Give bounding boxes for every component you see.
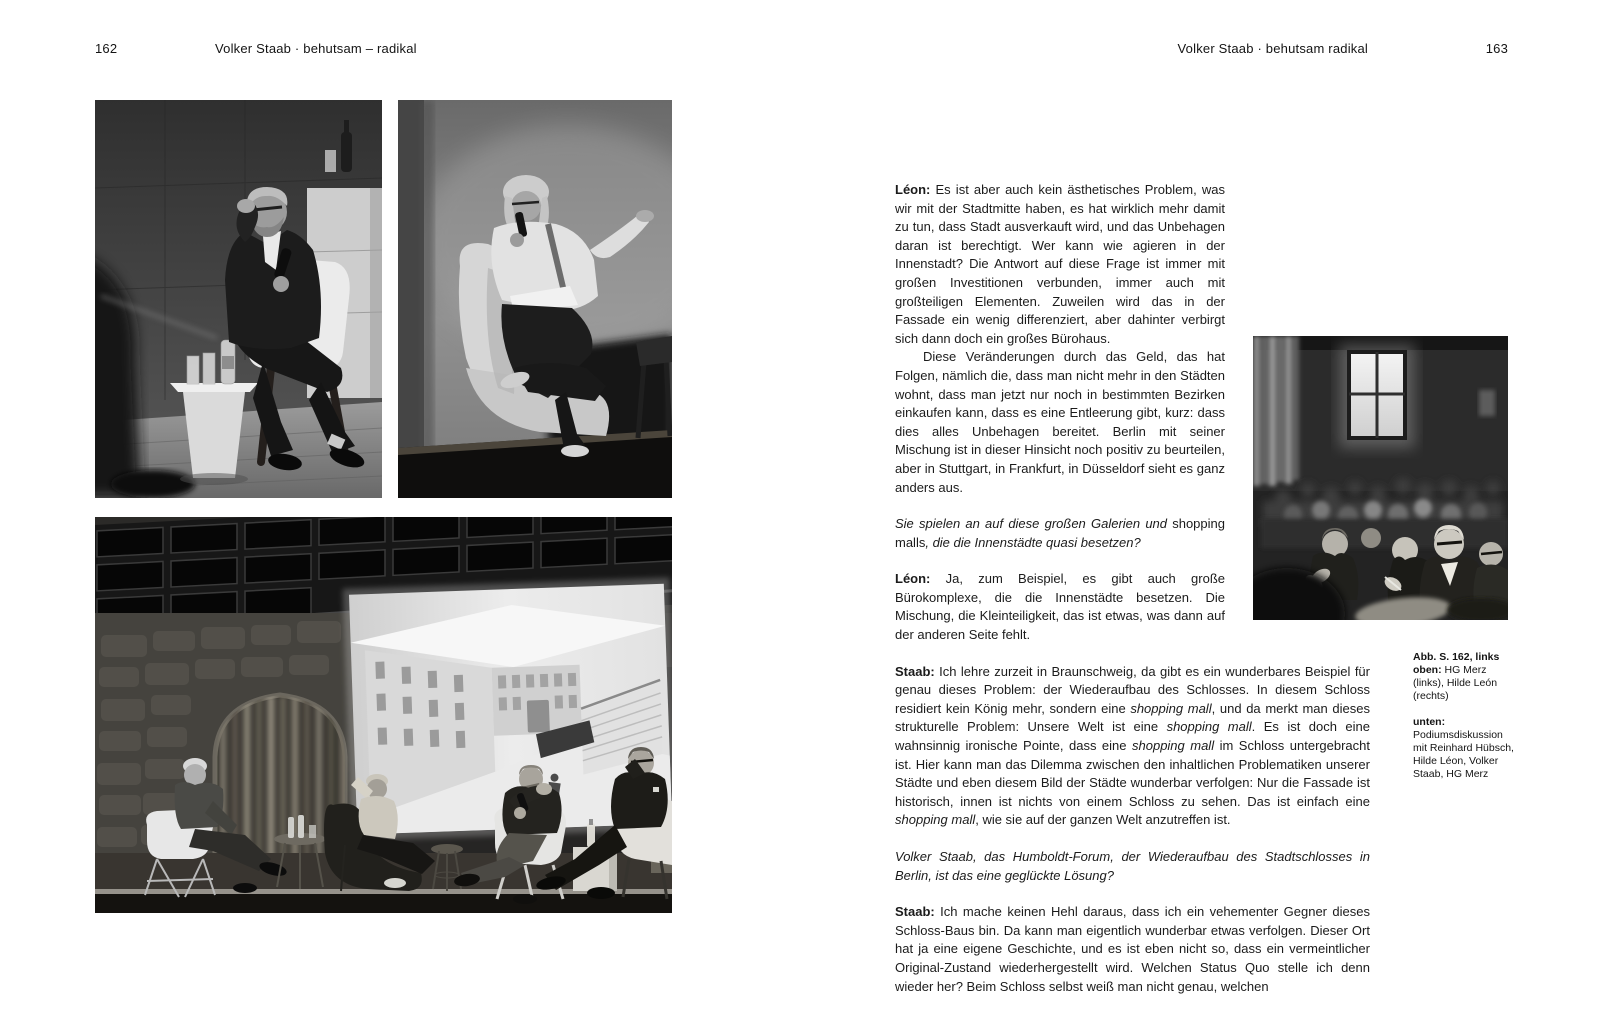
photo-podium-image (95, 517, 672, 913)
text-run: unten: (1413, 716, 1446, 728)
text-run: shopping malls (895, 516, 1225, 550)
right-running-head: Volker Staab · behutsam radikal (1177, 41, 1368, 56)
text-run: shopping mall (1166, 719, 1252, 735)
photo-hg-merz-image (95, 100, 382, 498)
text-run: im Schloss untergebracht ist. Hier kann man das Dilemma zwischen den inhaltlichen Problematiken unserer Städte und eben diesem Bild der Städte wunderbar verfolgen: Nur die Fassade ist historisch, innen ist nichts von einem Schloss zu sehen. Das ist einfach eine (895, 738, 1371, 809)
text-run: Abb. S. 162, links oben: (1413, 651, 1500, 676)
right-page-number: 163 (1485, 41, 1508, 56)
paragraph (895, 181, 1370, 348)
photo-caption (1413, 651, 1514, 794)
text-run: Ich lehre zurzeit in Braunschweig, da gibt es ein wunderbares Beispiel für genau dieses Problem: der Wiederaufbau des Schlosses. In diesem Schloss residiert kein König mehr, sondern eine (895, 663, 1370, 716)
text-run: Staab: (895, 663, 935, 679)
text-run: shopping mall (1130, 700, 1212, 716)
text-run: shopping mall (1132, 738, 1215, 754)
paragraph (1413, 716, 1514, 781)
paragraph (895, 903, 1370, 996)
paragraph (1413, 651, 1514, 703)
text-wrap-spacer (1225, 330, 1370, 650)
photo-hg-merz (95, 100, 382, 498)
photo-hilde-leon-image (398, 100, 672, 498)
left-page-number: 162 (95, 41, 118, 56)
text-run: Staab: (895, 904, 935, 920)
left-running-head: Volker Staab · behutsam – radikal (215, 41, 417, 56)
text-run: Volker Staab, das Humboldt-Forum, der Wiederaufbau des Stadtschlosses in Berlin, ist das eine geglückte Lösung? (895, 849, 1370, 883)
paragraph (895, 848, 1370, 885)
text-run: Ja, zum Beispiel, es gibt auch große Bürokomplexe, die die Innenstädte besetzen. Die Mischung, die Kleinteiligkeit, das ist etwas, was dann auf der anderen Seite fehlt. (895, 571, 1225, 643)
text-run: Sie spielen an auf diese großen Galerien und (895, 516, 1173, 532)
text-run: Podiumsdiskussion mit Reinhard Hübsch, Hilde Léon, Volker Staab, HG Merz (1413, 729, 1514, 780)
photo-hilde-leon (398, 100, 672, 498)
paragraph (895, 663, 1370, 830)
text-run: Diese Veränderungen durch das Geld, das hat Folgen, nämlich die, dass man nicht mehr in den Städten wohnt, dass man jetzt nur noch in bestimmten Bezirken einkaufen kann, dass es eine Entleerung gibt, kurz: dass dies alles Unbehagen bereitet. Berlin mit seiner Mischung ist in dieser Hinsicht noch positiv zu beurteilen, aber in Stuttgart, in Frankfurt, in Düsseldorf sieht es ganz anders aus. (895, 349, 1225, 495)
text-run: Es ist aber auch kein ästhetisches Problem, was wir mit der Stadtmitte haben, es hat wirklich mehr damit zu tun, dass Stadt ausverkauft wird, und das Unbehagen daran ist berechtigt. Wer kann wie agieren in der Innenstadt? Die Antwort auf diese Frage ist immer mit großen Investitionen verbunden, immer auch mit großteiligen Elementen. Zuweilen wird das in der Fassade ein wenig differenziert, aber dahinter verbirgt sich dann doch ein großes Bürohaus. (895, 182, 1225, 346)
interview-text-column (895, 181, 1370, 996)
text-run: , die die Innenstädte quasi besetzen? (925, 534, 1141, 550)
text-run: Léon: (895, 182, 931, 197)
text-run: . Es ist doch eine wahnsinnig ironische Pointe, dass eine (895, 719, 1371, 754)
text-run: HG Merz (links), Hilde León (rechts) (1413, 664, 1498, 702)
text-run: Léon: (895, 571, 931, 587)
text-run: Ich mache keinen Hehl daraus, dass ich ein vehementer Gegner dieses Schloss-Baus bin. Da kann man eigentlich wunderbar etwas verfolgen. Dieser Ort hat ja eine eigene Geschichte, und es ist eben nicht so, dass ein vermeintlicher Original-Zustand wiederhergestellt wird. Welchen Status Quo stelle ich denn wieder her? Beim Schloss selbst weiß man nicht genau, welchen (895, 904, 1370, 994)
text-run: shopping mall (895, 812, 976, 828)
text-run: , wie sie auf der ganzen Welt anzutreffen ist. (975, 812, 1231, 828)
photo-podium-discussion (95, 517, 672, 913)
text-run: , und da merkt man dieses strukturelle Problem: Unsere Welt ist eine (895, 700, 1370, 735)
